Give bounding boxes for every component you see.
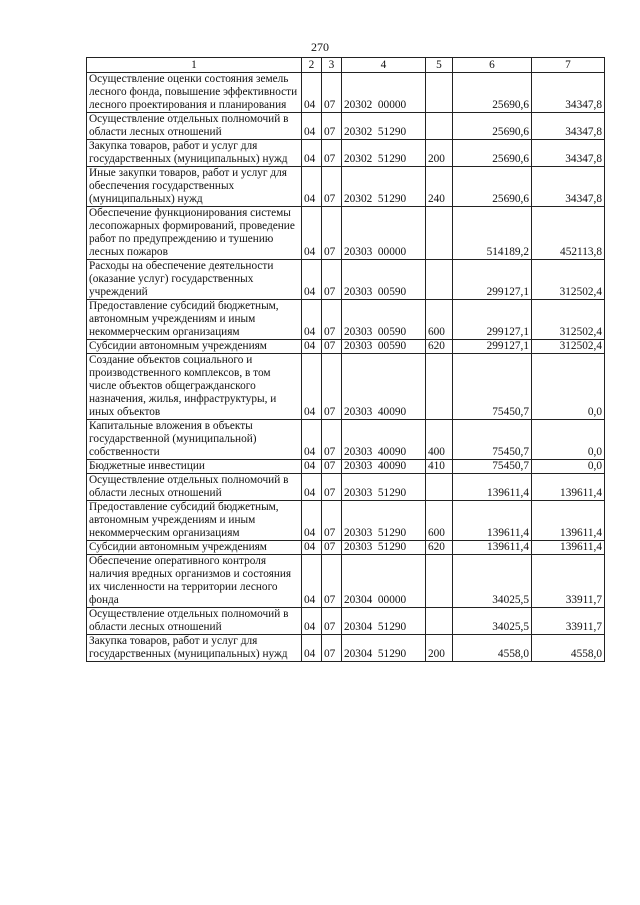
cell-subsection: 07 <box>322 501 342 541</box>
cell-expense-type: 400 <box>426 420 453 460</box>
column-header: 7 <box>532 58 605 73</box>
cell-section: 04 <box>302 635 322 662</box>
cell-expense-type: 240 <box>426 167 453 207</box>
cell-target-article: 20304 00000 <box>342 555 426 608</box>
cell-amount-1: 514189,2 <box>453 207 532 260</box>
cell-target-article: 20303 40090 <box>342 420 426 460</box>
cell-name: Расходы на обеспечение деятельности (оказание услуг) государственных учреждений <box>87 260 302 300</box>
table-row <box>87 635 605 662</box>
cell-subsection: 07 <box>322 207 342 260</box>
cell-amount-1: 299127,1 <box>453 340 532 354</box>
cell-name: Субсидии автономным учреждениям <box>87 541 302 555</box>
cell-subsection: 07 <box>322 113 342 140</box>
cell-expense-type <box>426 608 453 635</box>
cell-subsection: 07 <box>322 140 342 167</box>
cell-amount-1: 139611,4 <box>453 501 532 541</box>
cell-amount-1: 139611,4 <box>453 474 532 501</box>
table-row <box>87 501 605 541</box>
cell-subsection: 07 <box>322 555 342 608</box>
column-header: 5 <box>426 58 453 73</box>
cell-amount-1: 75450,7 <box>453 354 532 420</box>
cell-subsection: 07 <box>322 608 342 635</box>
cell-section: 04 <box>302 354 322 420</box>
table-row <box>87 354 605 420</box>
column-header: 4 <box>342 58 426 73</box>
cell-target-article: 20304 51290 <box>342 608 426 635</box>
cell-expense-type: 620 <box>426 541 453 555</box>
cell-expense-type: 410 <box>426 460 453 474</box>
cell-subsection: 07 <box>322 300 342 340</box>
cell-target-article: 20303 00590 <box>342 340 426 354</box>
cell-expense-type <box>426 73 453 113</box>
cell-name: Иные закупки товаров, работ и услуг для обеспечения государственных (муниципальных) нужд <box>87 167 302 207</box>
cell-section: 04 <box>302 474 322 501</box>
table-row <box>87 113 605 140</box>
cell-name: Осуществление отдельных полномочий в области лесных отношений <box>87 608 302 635</box>
cell-amount-2: 33911,7 <box>532 555 605 608</box>
cell-target-article: 20303 40090 <box>342 460 426 474</box>
cell-section: 04 <box>302 260 322 300</box>
cell-target-article: 20303 00000 <box>342 207 426 260</box>
table-row <box>87 420 605 460</box>
cell-section: 04 <box>302 207 322 260</box>
cell-amount-2: 312502,4 <box>532 340 605 354</box>
cell-target-article: 20302 51290 <box>342 140 426 167</box>
table-row <box>87 541 605 555</box>
cell-name: Обеспечение функционирования системы лесопожарных формирований, проведение работ по предупреждению и тушению лесных пожаров <box>87 207 302 260</box>
cell-subsection: 07 <box>322 73 342 113</box>
cell-expense-type <box>426 113 453 140</box>
cell-amount-2: 139611,4 <box>532 541 605 555</box>
cell-amount-1: 139611,4 <box>453 541 532 555</box>
cell-amount-2: 312502,4 <box>532 260 605 300</box>
cell-amount-2: 34347,8 <box>532 140 605 167</box>
cell-amount-2: 4558,0 <box>532 635 605 662</box>
cell-name: Закупка товаров, работ и услуг для государственных (муниципальных) нужд <box>87 635 302 662</box>
column-header: 1 <box>87 58 302 73</box>
cell-section: 04 <box>302 541 322 555</box>
cell-expense-type: 200 <box>426 140 453 167</box>
cell-expense-type: 600 <box>426 300 453 340</box>
cell-name: Обеспечение оперативного контроля наличия вредных организмов и состояния их численности на территории лесного фонда <box>87 555 302 608</box>
cell-amount-1: 25690,6 <box>453 113 532 140</box>
table-row <box>87 167 605 207</box>
cell-subsection: 07 <box>322 420 342 460</box>
cell-expense-type <box>426 354 453 420</box>
cell-expense-type: 620 <box>426 340 453 354</box>
cell-amount-1: 75450,7 <box>453 460 532 474</box>
cell-name: Предоставление субсидий бюджетным, автономным учреждениям и иным некоммерческим организациям <box>87 501 302 541</box>
cell-name: Субсидии автономным учреждениям <box>87 340 302 354</box>
cell-section: 04 <box>302 113 322 140</box>
table-row <box>87 460 605 474</box>
cell-name: Бюджетные инвестиции <box>87 460 302 474</box>
cell-amount-1: 299127,1 <box>453 260 532 300</box>
cell-target-article: 20304 51290 <box>342 635 426 662</box>
cell-subsection: 07 <box>322 340 342 354</box>
table-row <box>87 300 605 340</box>
table-row <box>87 555 605 608</box>
cell-target-article: 20303 51290 <box>342 474 426 501</box>
table-row <box>87 207 605 260</box>
cell-amount-1: 34025,5 <box>453 608 532 635</box>
table-row <box>87 73 605 113</box>
cell-name: Осуществление отдельных полномочий в области лесных отношений <box>87 113 302 140</box>
cell-amount-1: 25690,6 <box>453 73 532 113</box>
cell-amount-1: 299127,1 <box>453 300 532 340</box>
cell-amount-1: 75450,7 <box>453 420 532 460</box>
cell-section: 04 <box>302 555 322 608</box>
table-row <box>87 260 605 300</box>
cell-target-article: 20303 00590 <box>342 300 426 340</box>
cell-name: Осуществление отдельных полномочий в области лесных отношений <box>87 474 302 501</box>
column-header: 3 <box>322 58 342 73</box>
cell-section: 04 <box>302 167 322 207</box>
cell-amount-1: 25690,6 <box>453 167 532 207</box>
cell-amount-2: 0,0 <box>532 420 605 460</box>
column-header: 2 <box>302 58 322 73</box>
page-number: 270 <box>311 40 329 54</box>
cell-section: 04 <box>302 420 322 460</box>
cell-name: Капитальные вложения в объекты государственной (муниципальной) собственности <box>87 420 302 460</box>
cell-expense-type: 600 <box>426 501 453 541</box>
cell-name: Закупка товаров, работ и услуг для государственных (муниципальных) нужд <box>87 140 302 167</box>
cell-section: 04 <box>302 73 322 113</box>
cell-target-article: 20303 40090 <box>342 354 426 420</box>
cell-section: 04 <box>302 501 322 541</box>
table-row <box>87 474 605 501</box>
cell-section: 04 <box>302 340 322 354</box>
cell-section: 04 <box>302 460 322 474</box>
cell-subsection: 07 <box>322 460 342 474</box>
cell-amount-2: 0,0 <box>532 354 605 420</box>
table-row <box>87 608 605 635</box>
cell-subsection: 07 <box>322 541 342 555</box>
cell-expense-type <box>426 474 453 501</box>
table-row <box>87 340 605 354</box>
cell-amount-2: 312502,4 <box>532 300 605 340</box>
table-row <box>87 140 605 167</box>
cell-amount-2: 34347,8 <box>532 167 605 207</box>
cell-subsection: 07 <box>322 167 342 207</box>
cell-subsection: 07 <box>322 354 342 420</box>
cell-target-article: 20303 51290 <box>342 501 426 541</box>
cell-expense-type: 200 <box>426 635 453 662</box>
budget-table <box>86 57 605 662</box>
cell-target-article: 20302 00000 <box>342 73 426 113</box>
cell-subsection: 07 <box>322 635 342 662</box>
cell-expense-type <box>426 207 453 260</box>
cell-amount-1: 4558,0 <box>453 635 532 662</box>
column-header: 6 <box>453 58 532 73</box>
cell-amount-1: 25690,6 <box>453 140 532 167</box>
cell-target-article: 20302 51290 <box>342 113 426 140</box>
cell-section: 04 <box>302 608 322 635</box>
cell-section: 04 <box>302 140 322 167</box>
cell-section: 04 <box>302 300 322 340</box>
cell-target-article: 20302 51290 <box>342 167 426 207</box>
cell-amount-2: 33911,7 <box>532 608 605 635</box>
cell-target-article: 20303 51290 <box>342 541 426 555</box>
cell-name: Предоставление субсидий бюджетным, автономным учреждениям и иным некоммерческим организациям <box>87 300 302 340</box>
cell-target-article: 20303 00590 <box>342 260 426 300</box>
cell-expense-type <box>426 555 453 608</box>
cell-amount-2: 139611,4 <box>532 501 605 541</box>
cell-amount-1: 34025,5 <box>453 555 532 608</box>
cell-amount-2: 34347,8 <box>532 73 605 113</box>
cell-name: Создание объектов социального и производственного комплексов, в том числе объектов общегражданского назначения, жилья, инфраструктуры, и иных объектов <box>87 354 302 420</box>
cell-subsection: 07 <box>322 474 342 501</box>
cell-amount-2: 34347,8 <box>532 113 605 140</box>
cell-name: Осуществление оценки состояния земель лесного фонда, повышение эффективности лесного проектирования и планирования <box>87 73 302 113</box>
cell-amount-2: 452113,8 <box>532 207 605 260</box>
table-header-row <box>87 58 605 73</box>
cell-amount-2: 139611,4 <box>532 474 605 501</box>
cell-amount-2: 0,0 <box>532 460 605 474</box>
table-body <box>87 58 605 662</box>
cell-expense-type <box>426 260 453 300</box>
cell-subsection: 07 <box>322 260 342 300</box>
